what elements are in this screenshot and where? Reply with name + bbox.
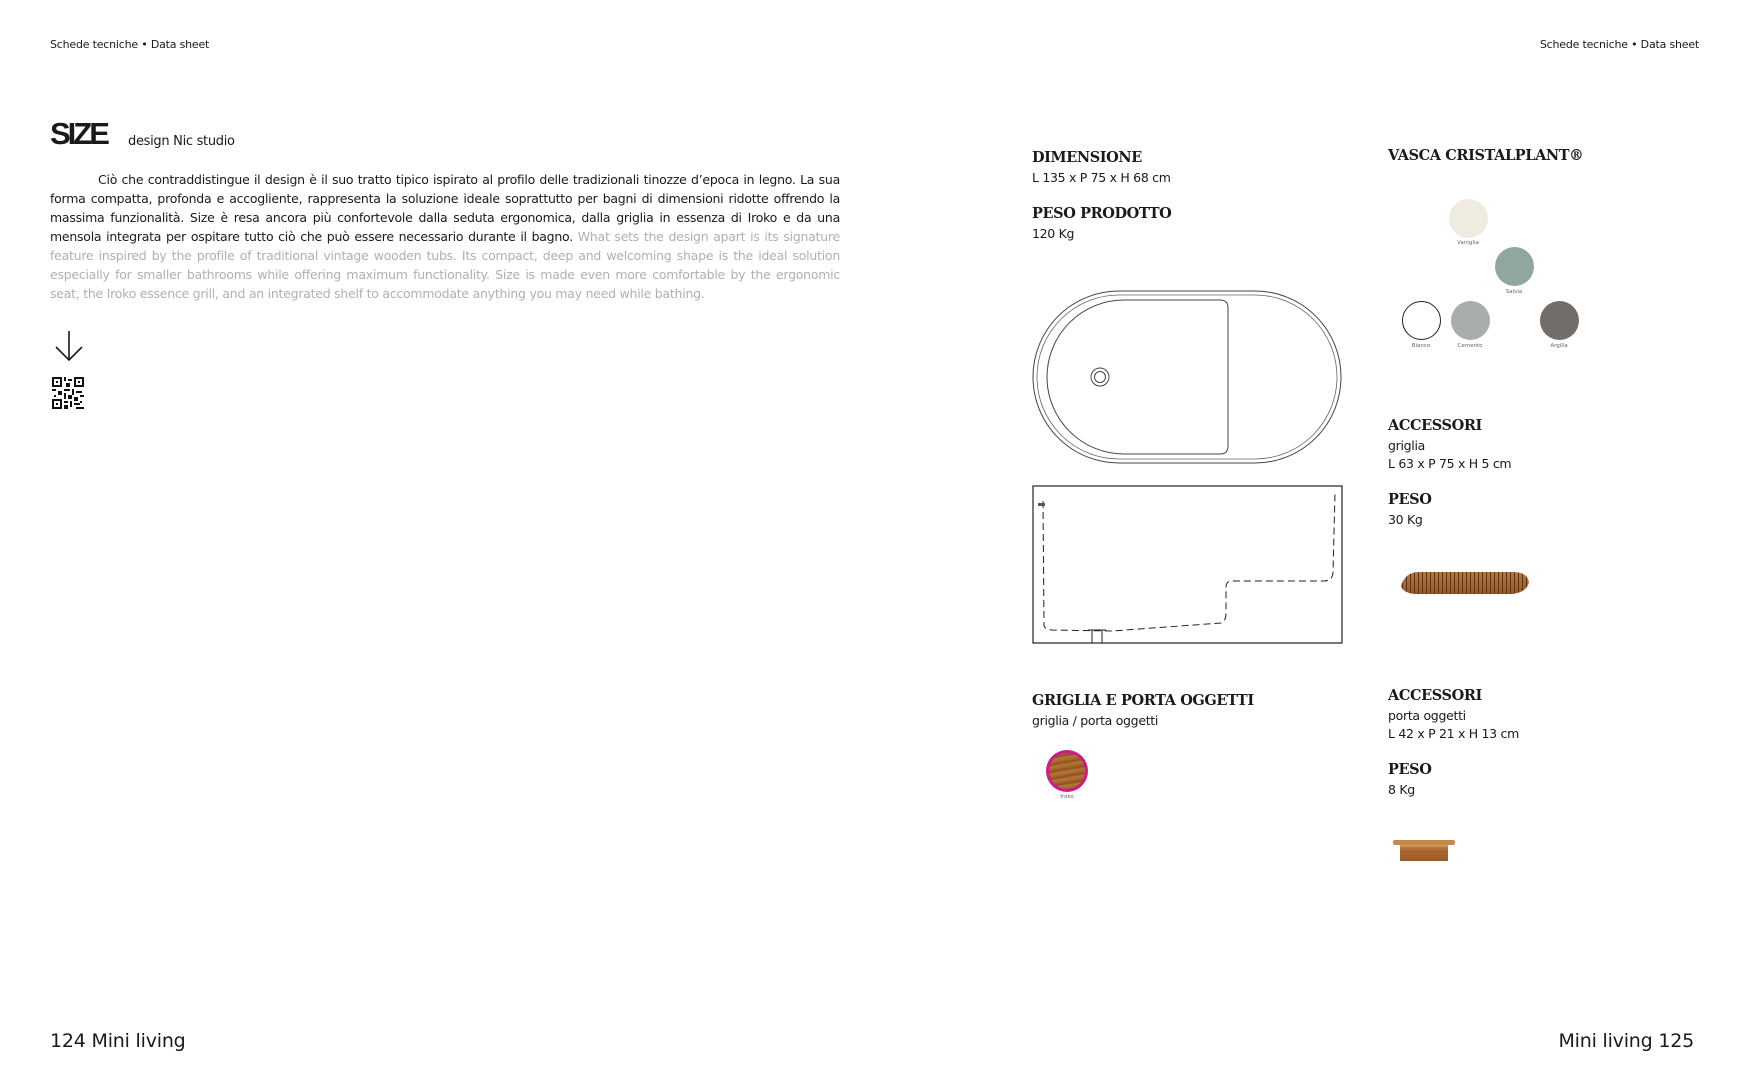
swatch-salvia-label: Salvia xyxy=(1505,289,1523,295)
product-weight-value: 120 Kg xyxy=(1032,226,1075,241)
accessory-holder-weight-label: PESO xyxy=(1388,761,1432,778)
designer-credit: design Nic studio xyxy=(128,134,235,149)
running-header-left: Schede tecniche • Data sheet xyxy=(50,38,210,51)
accessory-grill-weight-value: 30 Kg xyxy=(1388,512,1423,527)
tub-material-label: VASCA CRISTALPLANT® xyxy=(1388,147,1584,164)
swatch-argilla[interactable] xyxy=(1540,301,1579,340)
description-italian: Ciò che contraddistingue il design è il suo tratto tipico ispirato al profilo delle tradizionali tinozze d’epoca in legno. La sua forma compatta, profonda e accogliente, rappresenta la soluzione ideale soprattutto per bagni di dimensioni ridotte offrendo la massima funzionalità. Size è resa ancora più confortevole dalla seduta ergonomica, dalla griglia in essenza di Iroko e da una mensola integrata per ospitare tutto ciò che può essere necessario durante il bagno. xyxy=(50,172,840,244)
swatch-iroko-label: Iroko xyxy=(1060,794,1074,800)
arrow-down-icon xyxy=(54,330,84,362)
accessory-grill-name: griglia xyxy=(1388,438,1425,453)
swatch-salvia[interactable] xyxy=(1495,247,1534,286)
accessory-grill-dims: L 63 x P 75 x H 5 cm xyxy=(1388,456,1512,471)
swatch-cemento[interactable] xyxy=(1451,301,1490,340)
accessory-holder-label: ACCESSORI xyxy=(1388,687,1482,704)
description-english: What sets the design apart is its signature feature inspired by the profile of traditional vintage wooden tubs. Its compact, deep and welcoming shape is the ideal solution especially for smaller bathrooms while offering maximum functionality. Size is made even more comfortable by the ergonomic seat, the Iroko essence grill, and an integrated shelf to accommodate anything you may need while bathing. xyxy=(50,229,840,301)
accessory-holder-weight-value: 8 Kg xyxy=(1388,782,1415,797)
grill-holder-label: GRIGLIA E PORTA OGGETTI xyxy=(1032,692,1254,709)
dimension-value: L 135 x P 75 x H 68 cm xyxy=(1032,170,1171,185)
grill-holder-value: griglia / porta oggetti xyxy=(1032,713,1159,728)
swatch-iroko[interactable] xyxy=(1049,753,1085,789)
tub-top-view-drawing xyxy=(1032,290,1344,466)
swatch-bianco[interactable] xyxy=(1402,301,1441,340)
swatch-argilla-label: Argilla xyxy=(1550,343,1568,349)
swatch-vaniglia[interactable] xyxy=(1449,199,1488,238)
product-title: SIZE xyxy=(50,116,107,151)
page-folio-right: Mini living 125 xyxy=(1558,1030,1694,1052)
product-description xyxy=(50,170,840,303)
running-header-right: Schede tecniche • Data sheet xyxy=(1539,38,1699,51)
product-weight-label: PESO PRODOTTO xyxy=(1032,205,1172,222)
qr-code-icon[interactable] xyxy=(52,377,84,409)
accessory-grill-label: ACCESSORI xyxy=(1388,417,1482,434)
page-folio-left: 124 Mini living xyxy=(50,1030,186,1052)
swatch-vaniglia-label: Vaniglia xyxy=(1457,240,1479,246)
swatch-cemento-label: Cemento xyxy=(1457,343,1483,349)
tub-side-view-drawing xyxy=(1032,485,1345,645)
dimension-label: DIMENSIONE xyxy=(1032,149,1142,166)
grill-product-image xyxy=(1395,560,1535,600)
accessory-holder-dims: L 42 x P 21 x H 13 cm xyxy=(1388,726,1519,741)
accessory-holder-name: porta oggetti xyxy=(1388,708,1466,723)
object-holder-product-image xyxy=(1390,832,1460,866)
swatch-bianco-label: Bianco xyxy=(1411,343,1431,349)
swatch-iroko-ring xyxy=(1046,750,1088,792)
accessory-grill-weight-label: PESO xyxy=(1388,491,1432,508)
